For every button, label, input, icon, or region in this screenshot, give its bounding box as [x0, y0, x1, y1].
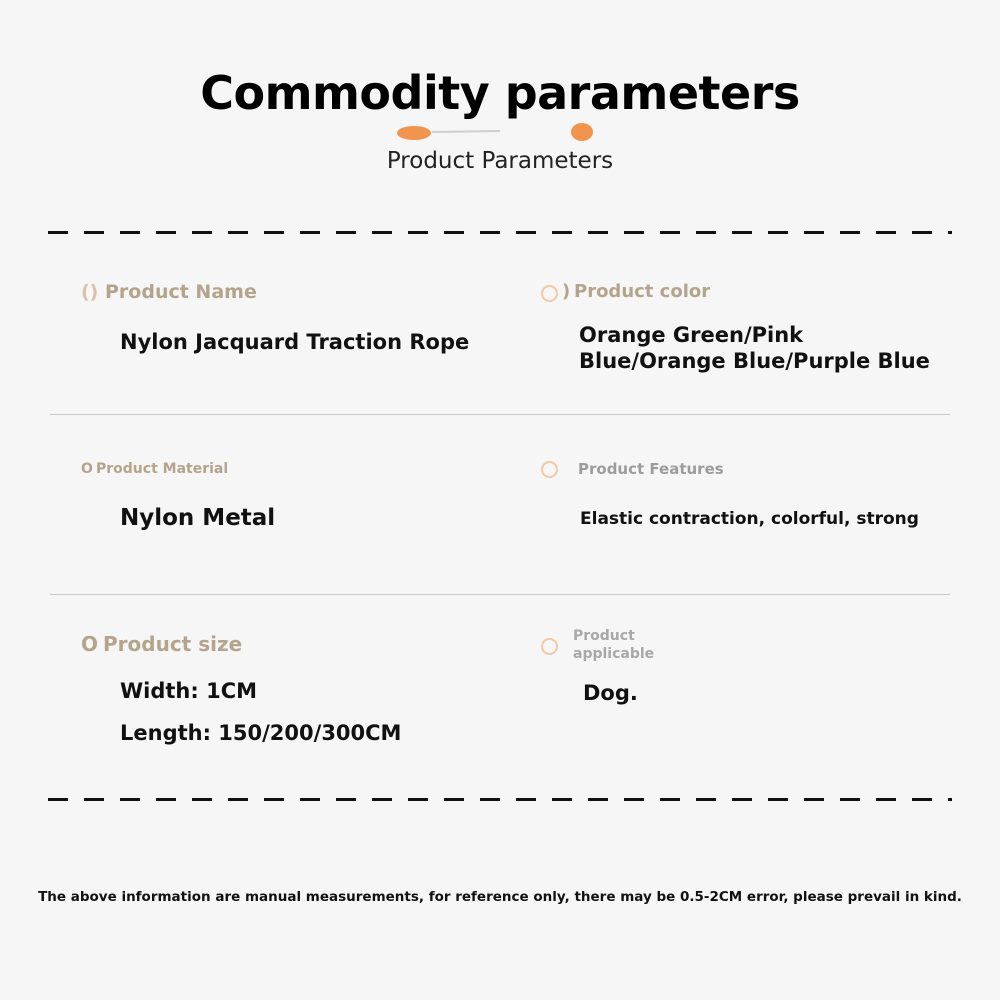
product-size-prefix: O: [81, 632, 99, 656]
product-applicable-label-2: applicable: [573, 646, 655, 662]
decorative-brush-stroke-icon: [380, 118, 620, 142]
top-dashed-divider: [48, 231, 952, 234]
product-applicable-value: Dog.: [583, 681, 638, 705]
product-features-value: Elastic contraction, colorful, strong: [580, 509, 919, 529]
product-size-length: Length: 150/200/300CM: [120, 721, 402, 745]
product-size-width: Width: 1CM: [120, 679, 258, 703]
circle-bullet-icon: [541, 638, 558, 655]
row-divider: [50, 414, 950, 415]
circle-bullet-icon: [541, 461, 558, 478]
product-name-label: Product Name: [105, 281, 257, 303]
product-color-label: Product color: [574, 281, 711, 302]
product-name-value: Nylon Jacquard Traction Rope: [120, 330, 470, 354]
page-title: Commodity parameters: [200, 66, 800, 120]
bottom-dashed-divider: [48, 798, 952, 801]
disclaimer-note: The above information are manual measurements, for reference only, there may be 0.5-2CM error, please prevail in kind.: [38, 889, 962, 905]
product-material-value: Nylon Metal: [120, 505, 276, 531]
product-color-prefix: ): [562, 281, 571, 302]
product-material-label: Product Material: [96, 461, 229, 477]
product-features-label: Product Features: [578, 460, 724, 478]
row-divider: [50, 594, 950, 595]
product-color-value: Orange Green/Pink Blue/Orange Blue/Purple Blue: [579, 323, 930, 373]
circle-bullet-icon: [541, 285, 558, 302]
product-applicable-label: Product: [573, 628, 635, 644]
product-material-prefix: O: [81, 461, 93, 477]
page-subtitle: Product Parameters: [386, 148, 614, 174]
product-name-prefix: (): [81, 281, 99, 303]
product-size-label: Product size: [103, 632, 243, 656]
